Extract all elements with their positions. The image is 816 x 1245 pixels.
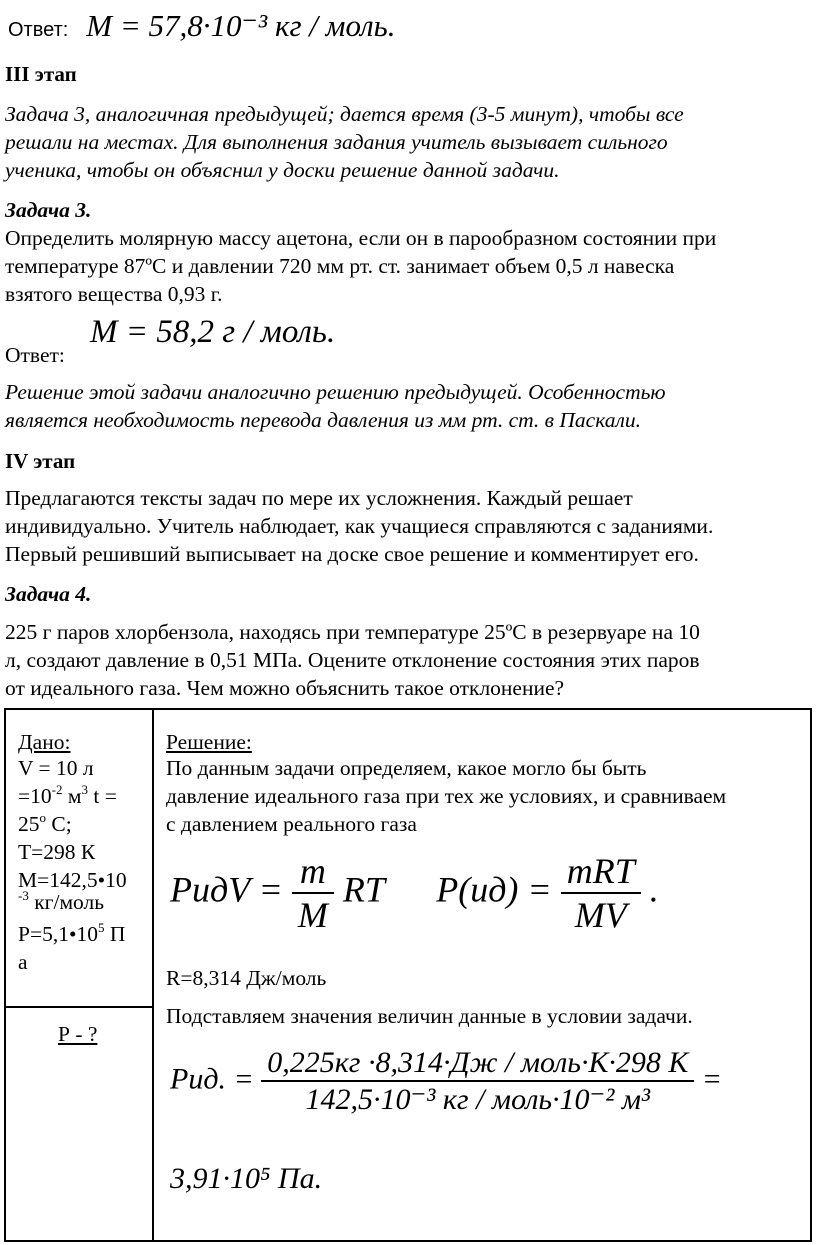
calc-denominator: 142,5·10⁻³ кг / моль·10⁻² м³ (305, 1083, 651, 1116)
eq1-numerator: m (292, 850, 334, 894)
task4-text-line: 225 г паров хлорбензола, находясь при температуре 25ºС в резервуаре на 10 (5, 620, 700, 644)
eq2-fraction (561, 850, 641, 936)
eq1-left: PидV = (170, 869, 283, 910)
calc-numerator: 0,225кг ·8,314·Дж / моль·К·298 К (261, 1046, 694, 1082)
answer1-formula: M = 57,8·10⁻³ кг / моль. (86, 8, 396, 43)
given-pressure: $Р=5,1•10^5$ П (18, 920, 126, 946)
r-value: R=8,314 Дж/моль (166, 966, 327, 990)
stage3-intro-line: решали на местах. Для выполнения задания учитель вызывает сильного (5, 130, 668, 154)
substitute-text: Подставляем значения величин данные в условии задачи. (166, 1004, 693, 1028)
result: 3,91·10⁵ Па. (170, 1162, 323, 1195)
answer1-label: Ответ: (8, 19, 69, 41)
solution-text-line: По данным задачи определяем, какое могло бы быть (166, 756, 647, 780)
answer3-formula: M = 58,2 г / моль. (90, 314, 336, 350)
answer3-label: Ответ: (5, 343, 65, 367)
solution-text (166, 754, 806, 838)
find-value: Р - ? (58, 1022, 98, 1046)
stage3-note-line: является необходимость перевода давления из мм рт. ст. в Паскали. (5, 408, 641, 432)
eq1-fraction (292, 850, 334, 936)
given-temperature: 25$^o$ С; (18, 810, 72, 836)
task3-text-line: Определить молярную массу ацетона, если он в парообразном состоянии при (5, 226, 717, 250)
eq1-denominator: M (297, 895, 328, 935)
task3-text-line: взятого вещества 0,93 г. (5, 282, 223, 306)
given-temperature-k: Т=298 К (18, 840, 96, 864)
eq2-left: P(ид) = (436, 869, 552, 910)
task3-text-line: температуре 87ºС и давлении 720 мм рт. ст. занимает объем 0,5 л навеска (5, 254, 675, 278)
calc-left: Pид. = (170, 1062, 254, 1096)
eq2-denominator: MV (574, 895, 627, 935)
stage3-note (5, 378, 811, 434)
task3-text (5, 224, 815, 308)
stage4-intro-line: Первый решивший выписывает на доске свое решение и комментирует его. (5, 542, 699, 566)
equation-row (170, 850, 659, 936)
given-pressure-end: а (18, 950, 28, 974)
solution-cell (153, 709, 811, 1241)
stage4-intro (5, 484, 815, 568)
given-lines (18, 754, 152, 976)
stage3-intro (5, 100, 811, 184)
solution-title: Решение: (166, 730, 252, 754)
find-cell (5, 1007, 153, 1241)
task3-title: Задача 3. (5, 198, 92, 222)
given-cell (5, 709, 153, 1007)
calc-row (170, 1046, 722, 1117)
task4-text (5, 618, 815, 702)
eq1-right: RT (342, 869, 385, 910)
stage3-intro-line: Задача 3, аналогичная предыдущей; дается время (3-5 минут), чтобы все (5, 102, 684, 126)
stage3-intro-line: ученика, чтобы он объяснил у доски решение данной задачи. (5, 158, 560, 182)
solution-text-line: с давлением реального газа (166, 812, 417, 836)
eq2-numerator: mRT (561, 850, 641, 894)
given-title: Дано: (18, 730, 71, 754)
stage3-note-line: Решение этой задачи аналогично решению предыдущей. Особенностью (5, 380, 666, 404)
given-volume-si: $=10^{-2}$ $м^3$ t = (18, 782, 117, 808)
given-volume: V = 10 л (18, 756, 94, 780)
given-molar-mass-unit: $^{-3}$ кг/моль (18, 888, 105, 914)
stage4-intro-line: Предлагаются тексты задач по мере их усложнения. Каждый решает (5, 486, 633, 510)
task4-text-line: л, создают давление в 0,51 МПа. Оцените отклонение состояния этих паров (5, 648, 700, 672)
answer1-row (8, 8, 396, 44)
given-molar-mass: М=142,5•10 (18, 868, 127, 892)
task4-text-line: от идеального газа. Чем можно объяснить такое отклонение? (5, 676, 565, 700)
stage4-heading: IV этап (5, 449, 76, 473)
task4-table (4, 708, 812, 1242)
stage3-heading: III этап (5, 62, 77, 86)
calc-end: = (701, 1062, 723, 1096)
eq2-end: . (649, 869, 659, 910)
calc-fraction (261, 1046, 694, 1117)
task4-title: Задача 4. (5, 582, 92, 606)
solution-text-line: давление идеального газа при тех же условиях, и сравниваем (166, 784, 727, 808)
stage4-intro-line: индивидуально. Учитель наблюдает, как учащиеся справляются с заданиями. (5, 514, 714, 538)
